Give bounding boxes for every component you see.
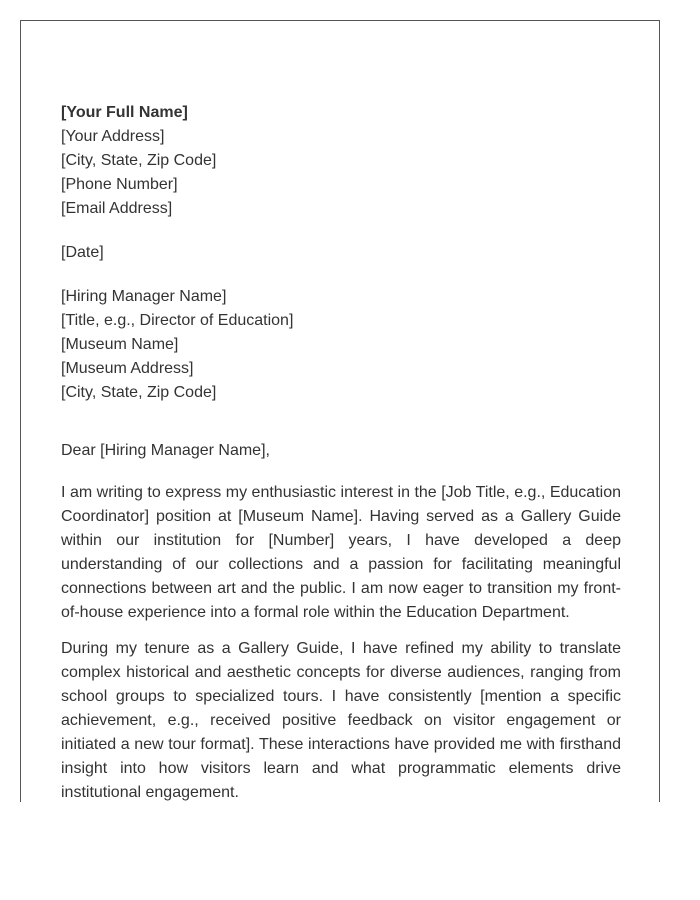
- recipient-museum-address: [Museum Address]: [61, 360, 194, 377]
- sender-name: [Your Full Name]: [61, 104, 188, 121]
- sender-phone: [Phone Number]: [61, 176, 178, 193]
- letter-content: [61, 101, 621, 802]
- letter-page: [20, 20, 660, 802]
- sender-block: [61, 101, 621, 221]
- recipient-museum-name: [Museum Name]: [61, 336, 179, 353]
- date-block: [61, 241, 621, 265]
- sender-address: [Your Address]: [61, 128, 165, 145]
- recipient-title: [Title, e.g., Director of Education]: [61, 312, 294, 329]
- body-paragraph-1: I am writing to express my enthusiastic interest in the [Job Title, e.g., Education Coordinator] position at [Museum Name]. Having served as a Gallery Guide within our institution for [Number] years, I have developed a deep understanding of our collections and a passion for facilitating meaningful connections between art and the public. I am now eager to transition my front-of-house experience into a formal role within the Education Department.: [61, 484, 621, 621]
- recipient-city-state-zip: [City, State, Zip Code]: [61, 384, 217, 401]
- sender-city-state-zip: [City, State, Zip Code]: [61, 152, 217, 169]
- body-paragraph-2: During my tenure as a Gallery Guide, I have refined my ability to translate complex historical and aesthetic concepts for diverse audiences, ranging from school groups to specialized tours. I have consistently [mention a specific achievement, e.g., received positive feedback on visitor engagement or initiated a new tour format]. These interactions have provided me with firsthand insight into how visitors learn and what programmatic elements drive institutional engagement.: [61, 640, 621, 801]
- letter-date: [Date]: [61, 244, 104, 261]
- recipient-name: [Hiring Manager Name]: [61, 288, 227, 305]
- sender-email: [Email Address]: [61, 200, 173, 217]
- salutation: Dear [Hiring Manager Name],: [61, 442, 270, 459]
- recipient-block: [61, 285, 621, 405]
